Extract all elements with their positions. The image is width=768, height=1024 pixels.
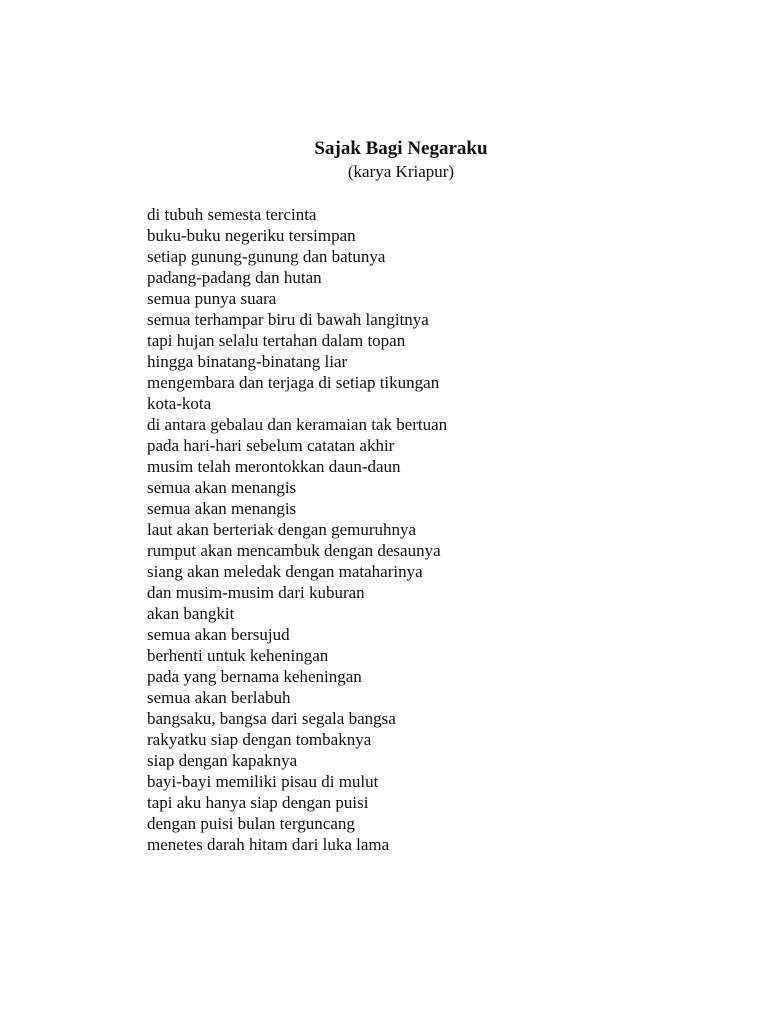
poem-line: semua akan menangis [147,499,297,518]
poem-line: rumput akan mencambuk dengan desaunya [147,541,441,560]
poem-line: semua terhampar biru di bawah langitnya [147,310,429,329]
poem-line: siap dengan kapaknya [147,751,298,770]
poem-line: bangsaku, bangsa dari segala bangsa [147,709,396,728]
poem-line: setiap gunung-gunung dan batunya [147,247,386,266]
poem-line: semua akan menangis [147,478,297,497]
poem-line: buku-buku negeriku tersimpan [147,226,356,245]
poem-line: kota-kota [147,394,212,413]
poem-line: tapi hujan selalu tertahan dalam topan [147,331,406,350]
poem-line: laut akan berteriak dengan gemuruhnya [147,520,417,539]
poem-line: di antara gebalau dan keramaian tak bertuan [147,415,448,434]
poem-line: tapi aku hanya siap dengan puisi [147,793,369,812]
poem-line: pada hari-hari sebelum catatan akhir [147,436,395,455]
poem-author: (karya Kriapur) [347,162,455,181]
poem-line: bayi-bayi memiliki pisau di mulut [147,772,379,791]
poem-line: rakyatku siap dengan tombaknya [147,730,372,749]
poem-line: semua akan bersujud [147,625,290,644]
poem-line: siang akan meledak dengan mataharinya [147,562,423,581]
poem-line: padang-padang dan hutan [147,268,322,287]
poem-line: di tubuh semesta tercinta [147,205,317,224]
poem-body [147,204,447,855]
poem-line: semua punya suara [147,289,277,308]
poem-line: pada yang bernama keheningan [147,667,362,686]
poem-line: semua akan berlabuh [147,688,291,707]
poem-line: mengembara dan terjaga di setiap tikungan [147,373,440,392]
poem-line: dengan puisi bulan terguncang [147,814,355,833]
poem-line: dan musim-musim dari kuburan [147,583,365,602]
poem-title: Sajak Bagi Negaraku [314,138,488,159]
poem-line: akan bangkit [147,604,235,623]
poem-line: musim telah merontokkan daun-daun [147,457,401,476]
poem-line: hingga binatang-binatang liar [147,352,348,371]
poem-line: berhenti untuk keheningan [147,646,329,665]
poem-line: menetes darah hitam dari luka lama [147,835,390,854]
